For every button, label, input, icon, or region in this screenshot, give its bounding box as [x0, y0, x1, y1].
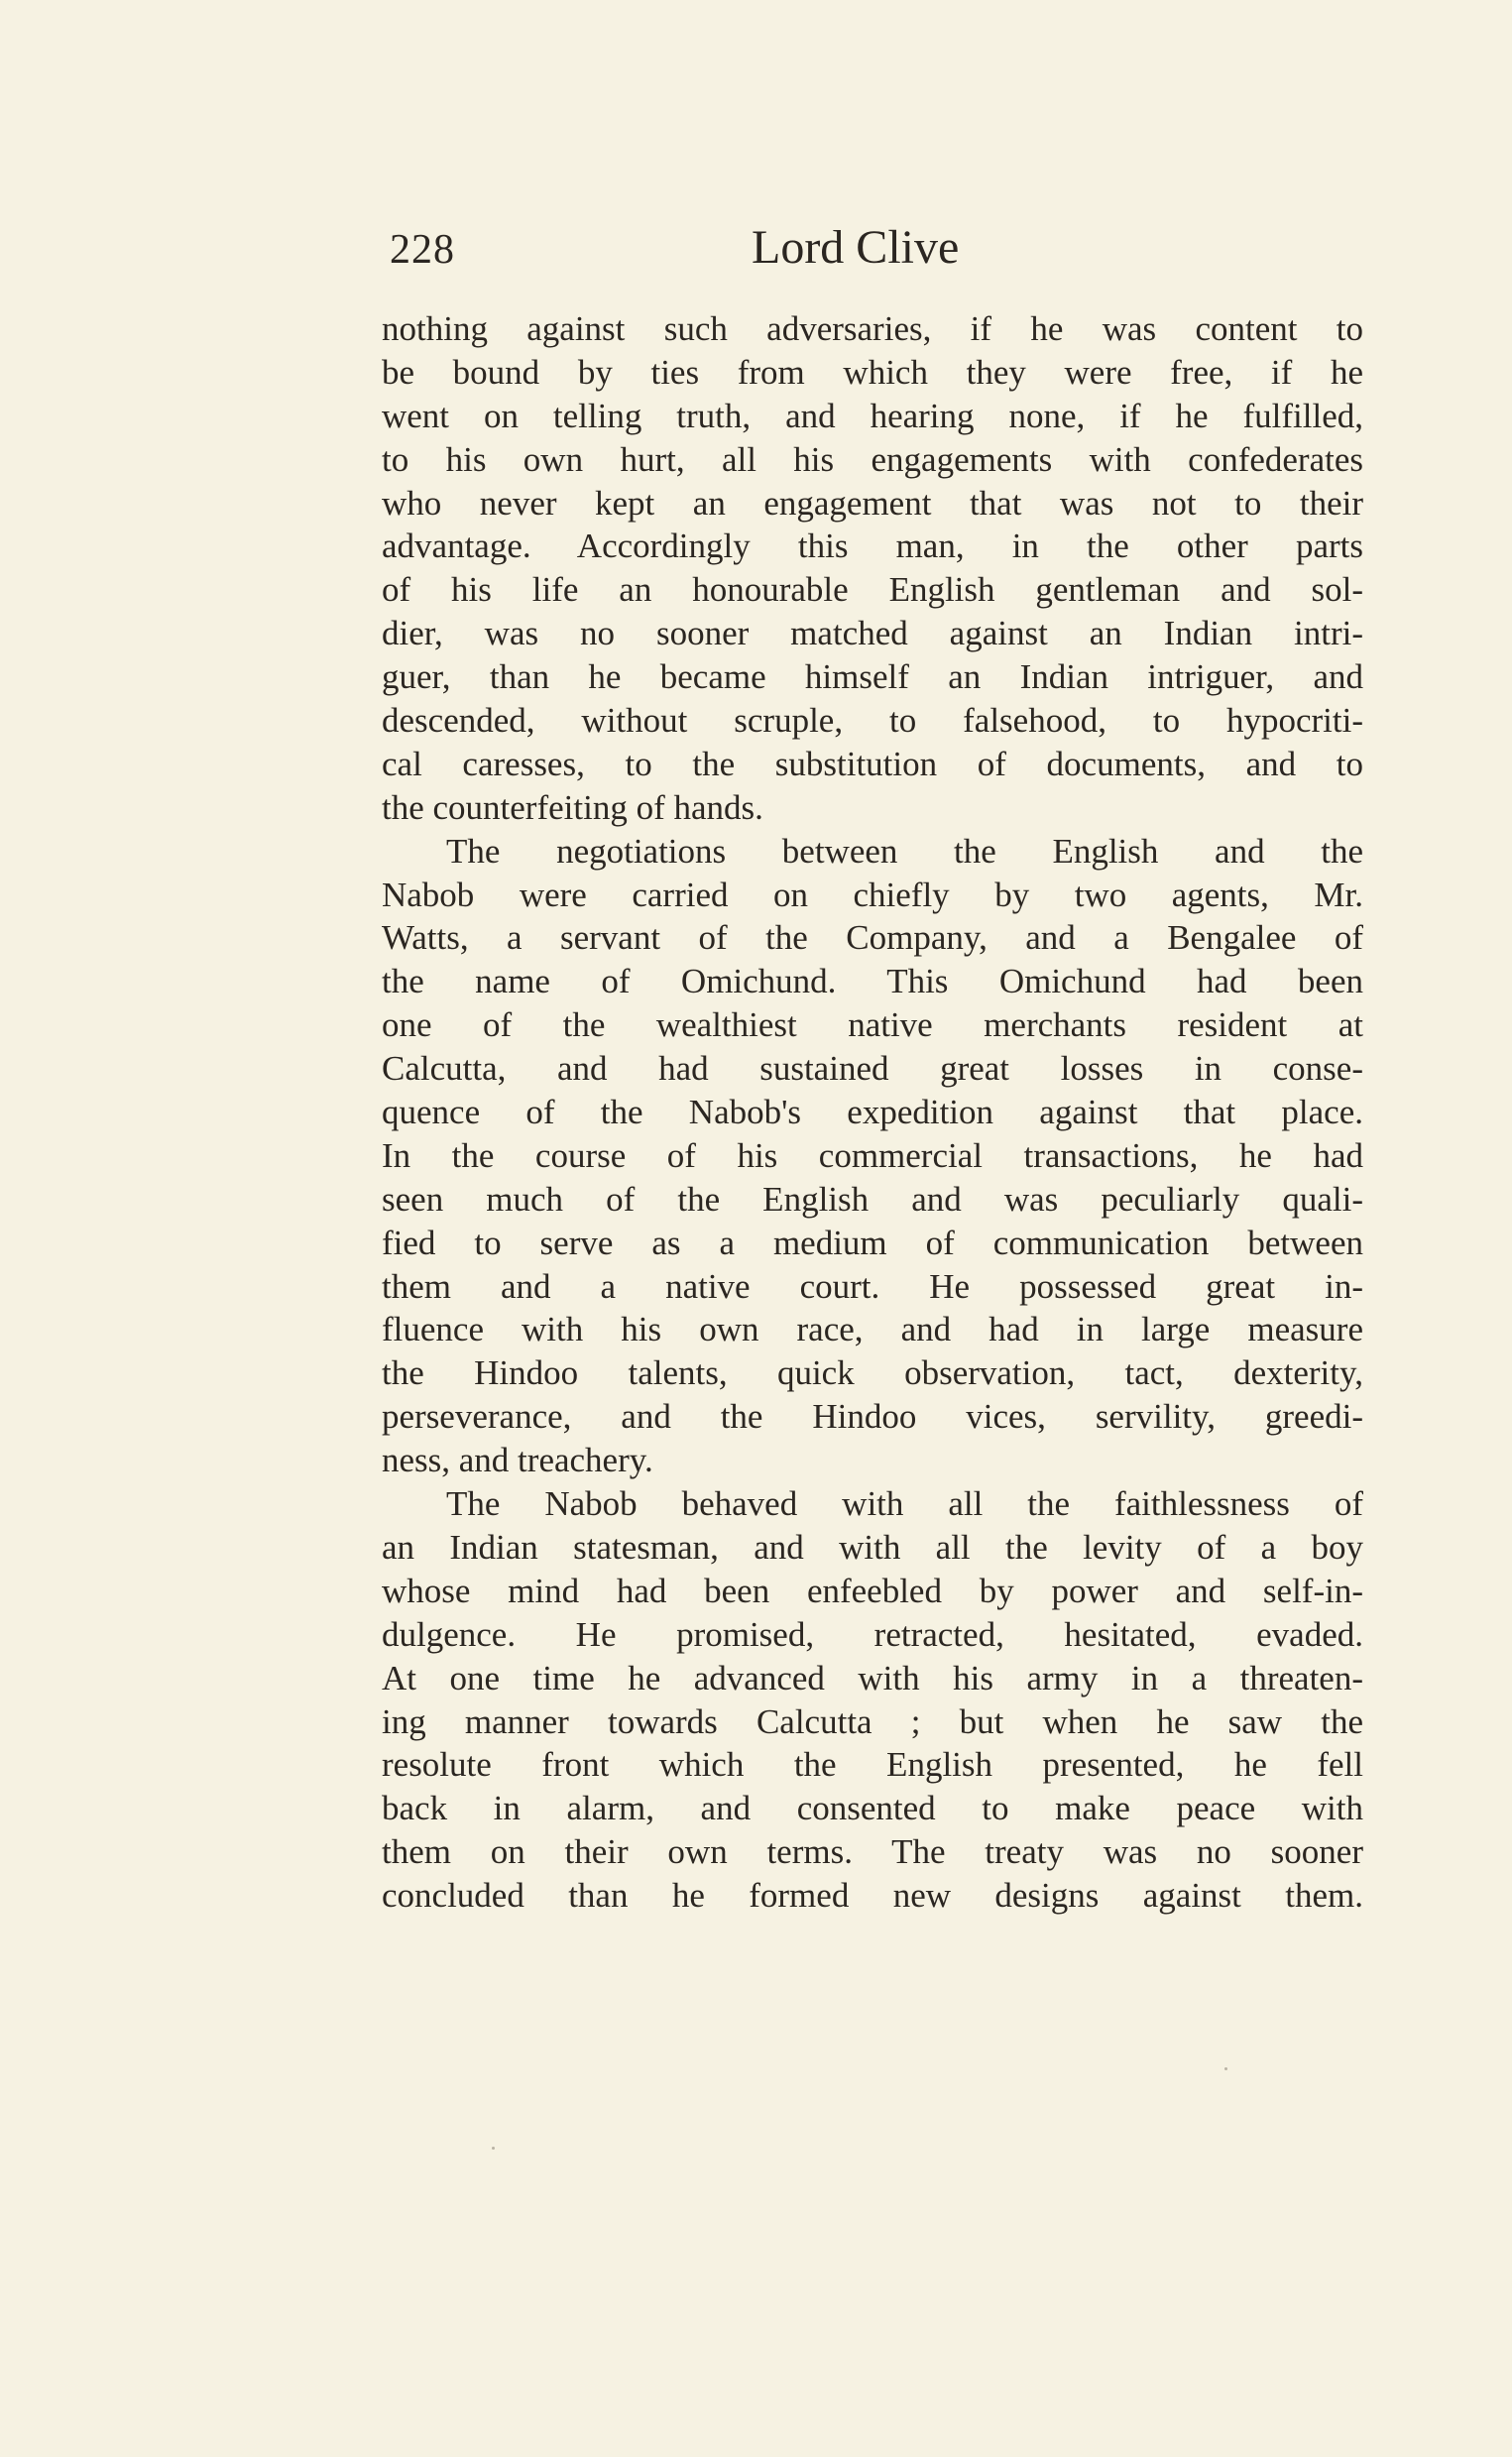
text-line: whose mind had been enfeebled by power and self-in-	[382, 1571, 1363, 1610]
text-line: In the course of his commercial transactions, he had	[382, 1135, 1363, 1175]
text-line: perseverance, and the Hindoo vices, servility, greedi-	[382, 1397, 1363, 1437]
paper-speck	[492, 2147, 495, 2150]
page-header	[0, 220, 1512, 280]
text-line: seen much of the English and was peculiarly quali-	[382, 1179, 1363, 1219]
text-line: them and a native court. He possessed great in-	[382, 1266, 1363, 1306]
text-line: dier, was no sooner matched against an Indian intri-	[382, 614, 1363, 653]
text-line: the Hindoo talents, quick observation, tact, dexterity,	[382, 1353, 1363, 1393]
paper-speck	[1224, 2067, 1227, 2070]
text-line: an Indian statesman, and with all the levity of a boy	[382, 1527, 1363, 1567]
text-line: ing manner towards Calcutta ; but when he saw the	[382, 1701, 1363, 1741]
body-text	[382, 307, 1363, 1918]
text-line: them on their own terms. The treaty was no sooner	[382, 1832, 1363, 1872]
text-line: who never kept an engagement that was not to their	[382, 483, 1363, 523]
text-line: guer, than he became himself an Indian intriguer, and	[382, 657, 1363, 697]
text-line: went on telling truth, and hearing none, if he fulfilled,	[382, 396, 1363, 435]
text-line: The Nabob behaved with all the faithlessness of	[446, 1484, 1363, 1524]
text-line: descended, without scruple, to falsehood, to hypocriti-	[382, 701, 1363, 741]
text-line: ness, and treachery.	[382, 1441, 653, 1480]
text-line: be bound by ties from which they were free, if he	[382, 352, 1363, 392]
text-line: to his own hurt, all his engagements with confederates	[382, 439, 1363, 479]
text-line: advantage. Accordingly this man, in the other parts	[382, 526, 1363, 566]
text-line: cal caresses, to the substitution of documents, and to	[382, 744, 1363, 783]
text-line: Watts, a servant of the Company, and a Bengalee of	[382, 918, 1363, 958]
running-title: Lord Clive	[752, 221, 960, 274]
text-line: The negotiations between the English and the	[446, 831, 1363, 871]
text-line: fluence with his own race, and had in large measure	[382, 1310, 1363, 1349]
text-line: resolute front which the English presented, he fell	[382, 1745, 1363, 1785]
text-line: concluded than he formed new designs against them.	[382, 1876, 1363, 1916]
text-line: of his life an honourable English gentleman and sol-	[382, 570, 1363, 610]
text-line: dulgence. He promised, retracted, hesitated, evaded.	[382, 1614, 1363, 1654]
text-line: back in alarm, and consented to make peace with	[382, 1789, 1363, 1828]
text-line: one of the wealthiest native merchants resident at	[382, 1005, 1363, 1045]
text-line: Calcutta, and had sustained great losses in conse-	[382, 1049, 1363, 1089]
text-line: Nabob were carried on chiefly by two agents, Mr.	[382, 875, 1363, 914]
text-line: the counterfeiting of hands.	[382, 787, 763, 827]
text-line: At one time he advanced with his army in a threaten-	[382, 1658, 1363, 1697]
page-number: 228	[390, 227, 455, 273]
text-line: quence of the Nabob's expedition against that place.	[382, 1093, 1363, 1132]
text-line: the name of Omichund. This Omichund had been	[382, 962, 1363, 1001]
text-line: fied to serve as a medium of communication between	[382, 1223, 1363, 1262]
text-line: nothing against such adversaries, if he was content to	[382, 309, 1363, 348]
